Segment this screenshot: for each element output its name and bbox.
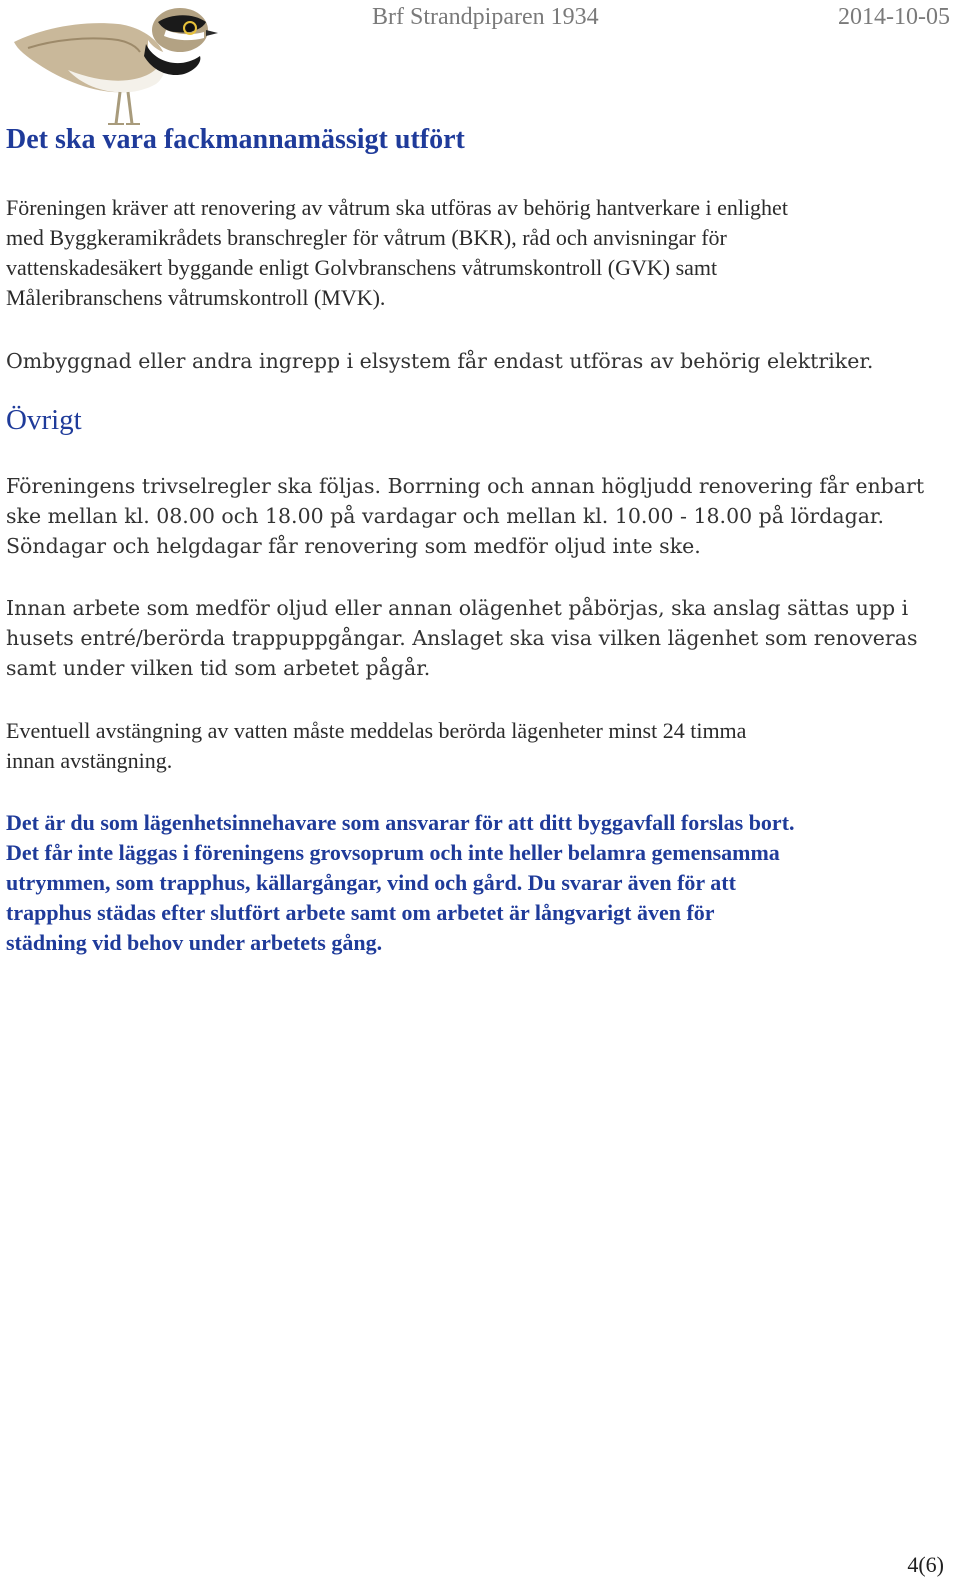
plover-bird-icon	[8, 0, 218, 128]
text-line: samt under vilken tid som arbetet pågår.	[6, 656, 431, 680]
header-date: 2014-10-05	[838, 4, 950, 30]
text-line: Det får inte läggas i föreningens grovsoprum och inte heller belamra gemensamma	[6, 840, 780, 865]
text-line: Föreningen kräver att renovering av våtrum ska utföras av behörig hantverkare i enlighet	[6, 195, 788, 220]
text-line: trapphus städas efter slutfört arbete samt om arbetet är långvarigt även för	[6, 900, 715, 925]
section-title-fackmannamassigt: Det ska vara fackmannamässigt utfört	[6, 124, 465, 155]
text-line: innan avstängning.	[6, 748, 173, 773]
text-line: husets entré/berörda trappuppgångar. Anslaget ska visa vilken lägenhet som renoveras	[6, 626, 918, 650]
paragraph-anslag	[6, 593, 956, 683]
text-line: ske mellan kl. 08.00 och 18.00 på vardagar och mellan kl. 10.00 - 18.00 på lördagar.	[6, 504, 884, 528]
text-line: Innan arbete som medför oljud eller annan olägenhet påbörjas, ska anslag sättas upp i	[6, 596, 909, 620]
header-organization: Brf Strandpiparen 1934	[372, 4, 599, 30]
text-line: Måleribranschens våtrumskontroll (MVK).	[6, 285, 386, 310]
paragraph-byggavfall	[6, 808, 956, 958]
text-line: utrymmen, som trapphus, källargångar, vind och gård. Du svarar även för att	[6, 870, 736, 895]
paragraph-trivselregler	[6, 471, 956, 561]
text-line: städning vid behov under arbetets gång.	[6, 930, 383, 955]
text-line: med Byggkeramikrådets branschregler för våtrum (BKR), råd och anvisningar för	[6, 225, 727, 250]
section-title-ovrigt: Övrigt	[6, 404, 82, 436]
page-number: 4(6)	[907, 1552, 944, 1577]
paragraph-renovering-vatrum	[6, 193, 956, 313]
text-line: Ombyggnad eller andra ingrepp i elsystem får endast utföras av behörig elektriker.	[6, 349, 874, 373]
text-line: Eventuell avstängning av vatten måste meddelas berörda lägenheter minst 24 timma	[6, 718, 747, 743]
text-line: Det är du som lägenhetsinnehavare som ansvarar för att ditt byggavfall forslas bort.	[6, 810, 795, 835]
text-line: vattenskadesäkert byggande enligt Golvbranschens våtrumskontroll (GVK) samt	[6, 255, 718, 280]
paragraph-elsystem	[6, 346, 956, 376]
text-line: Föreningens trivselregler ska följas. Borrning och annan högljudd renovering får enbart	[6, 474, 925, 498]
paragraph-avstangning	[6, 716, 956, 776]
text-line: Söndagar och helgdagar får renovering som medför oljud inte ske.	[6, 534, 701, 558]
